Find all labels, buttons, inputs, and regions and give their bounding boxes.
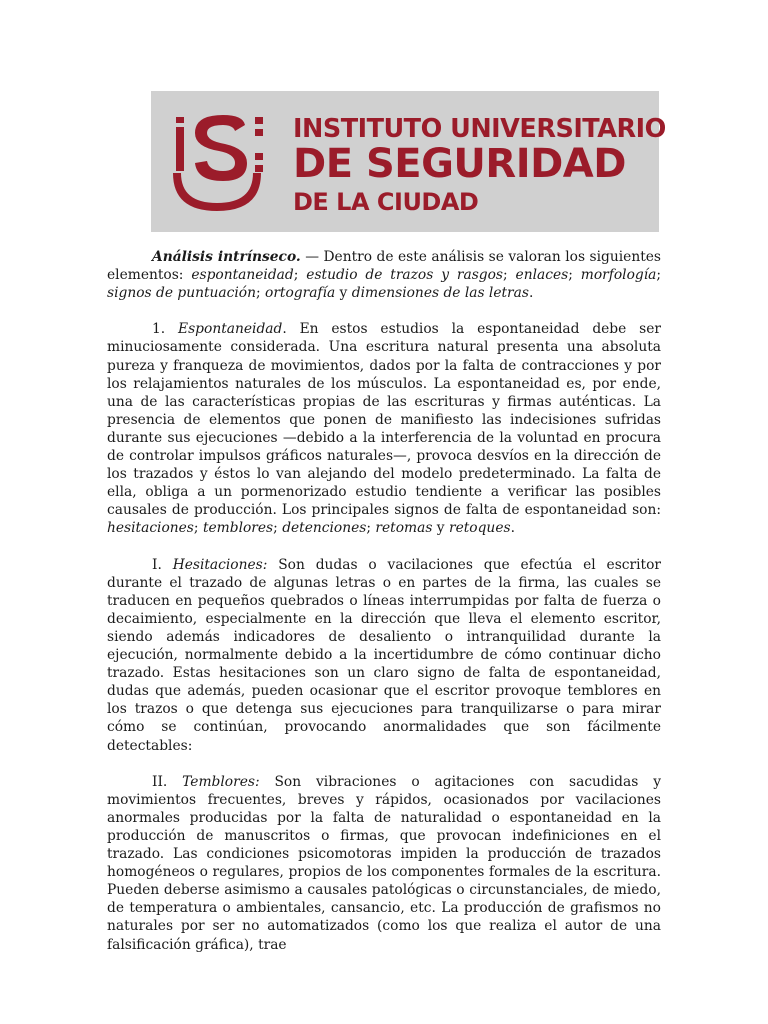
- is-logo-mark-icon: [173, 111, 273, 211]
- espontaneidad-title: Espontaneidad: [178, 321, 283, 338]
- temblores-paragraph: II. Temblores: Son vibraciones o agitaciones con sacudidas y movimientos frecuentes, breves y rápidos, ocasionados por vacilaciones anormales producidas por la falta de naturalidad o espontaneidad en la producción de manuscritos o firmas, que provocan indefiniciones en el trazado. Las condiciones psicomotoras impiden la producción de trazados homogéneos o regulares, propios de los componentes formales de la escritura. Pueden deberse asimismo a causales patológicas o circunstanciales, de miedo, de temperatura o ambientales, cansancio, etc. La producción de grafismos no naturales por ser no automatizados (como los que realiza el autor de una falsificación gráfica), trae: [107, 773, 661, 953]
- intro-heading: Análisis intrínseco.: [152, 249, 301, 265]
- hesitaciones-paragraph: I. Hesitaciones: Son dudas o vacilaciones que efectúa el escritor durante el trazado de algunas letras o en partes de la firma, las cuales se traducen en pequeños quebrados o líneas interrumpidas por falta de fuerza o decaimiento, especialmente en la dirección que lleva el elemento escritor, siendo además indicadores de desaliento o intranquilidad durante la ejecución, normalmente debido a la incertidumbre de cómo continuar dicho trazado. Estas hesitaciones son un claro signo de falta de espontaneidad, dudas que además, pueden ocasionar que el escritor provoque temblores en los trazos o que detenga sus ejecuciones para tranquilizarse o para mirar cómo se continúan, provocando anormalidades que son fácilmente detectables:: [107, 556, 661, 754]
- document-body: [107, 248, 661, 954]
- logo-line-2: DE SEGURIDAD: [293, 141, 626, 187]
- institute-logo: [151, 91, 666, 232]
- temblores-title: Temblores:: [182, 773, 260, 790]
- espontaneidad-paragraph: 1. Espontaneidad. En estos estudios la espontaneidad debe ser minuciosamente considerada. Una escritura natural presenta una absoluta pureza y franqueza de movimientos, dados por la falta de contracciones y por los relajamientos naturales de los músculos. La espontaneidad es, por ende, una de las características propias de las escrituras y firmas auténticas. La presencia de elementos que ponen de manifiesto las indecisiones sufridas durante sus ejecuciones —debido a la interferencia de la voluntad en procura de controlar impulsos gráficos naturales—, provoca desvíos en la dirección de los trazados y éstos lo van alejando del modelo predeterminado. La falta de ella, obliga a un pormenorizado estudio tendiente a verificar las posibles causales de producción. Los principales signos de falta de espontaneidad son: hesitaciones; temblores; detenciones; retomas y retoques.: [107, 321, 662, 537]
- intro-paragraph: Análisis intrínseco. — Dentro de este análisis se valoran los siguientes elementos: espontaneidad; estudio de trazos y rasgos; enlaces; morfología; signos de puntuación; ortografía y dimensiones de las letras.: [107, 249, 662, 302]
- hesitaciones-title: Hesitaciones:: [172, 556, 268, 573]
- logo-line-3: DE LA CIUDAD: [293, 188, 479, 216]
- logo-line-1: INSTITUTO UNIVERSITARIO: [293, 114, 666, 144]
